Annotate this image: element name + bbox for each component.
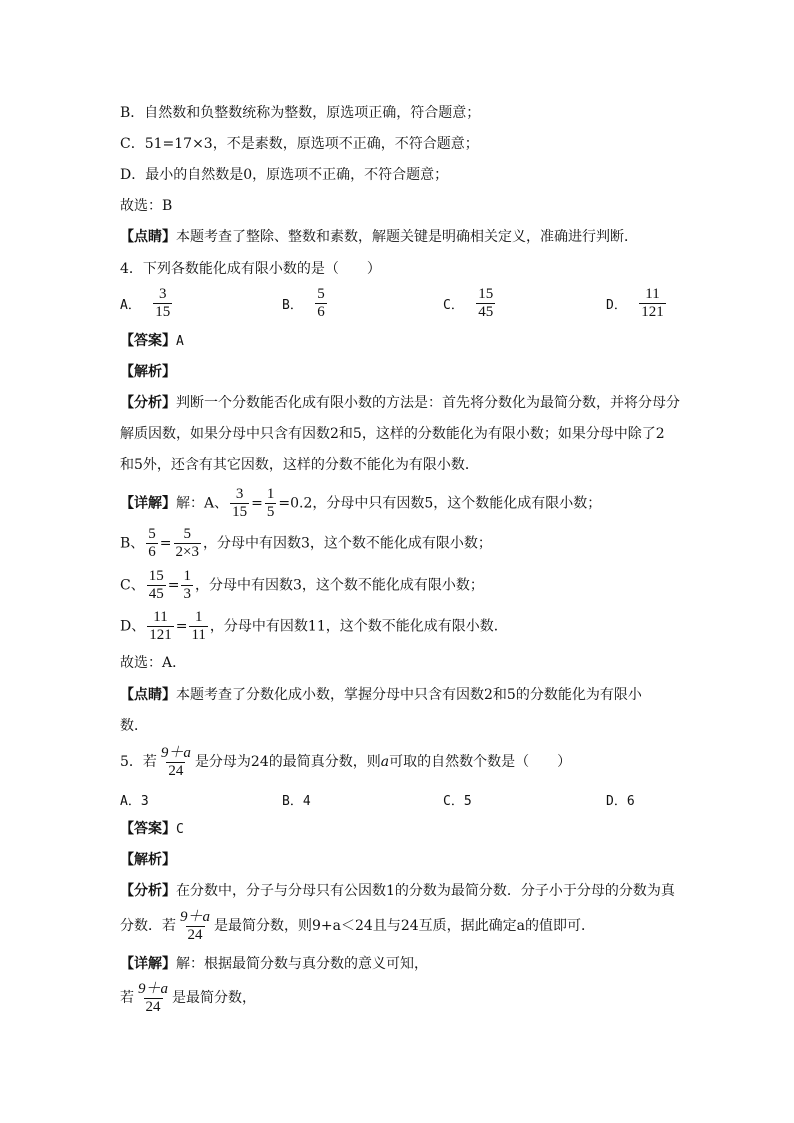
q5-stem: 5．若 $\frac{9+a}{24}$ 是分母为24的最简真分数，则a可取的自然数个数是（ ） xyxy=(120,744,572,779)
q5-fenxi-1: 【分析】在分数中，分子与分母只有公因数1的分数为最简分数．分子小于分母的分数为真 xyxy=(120,883,675,899)
fraction: $\frac{9+a}{24}$ xyxy=(160,744,191,779)
fraction: $\frac{1}{11}$ xyxy=(191,609,206,643)
fraction: $\frac{11}{121}$ xyxy=(149,609,172,643)
q3-choose: 故选：B xyxy=(120,198,173,214)
fraction: $\frac{1}{5}$ xyxy=(266,486,275,520)
fraction: $\frac{5}{2\times 3}$ xyxy=(175,526,199,560)
q5-fenxi-2: 分数．若 $\frac{9+a}{24}$ 是最简分数，则9+a＜24且与24互质，据此确定a的值即可． xyxy=(120,908,595,943)
q4-option-a: A． $\frac{3}{15}$ xyxy=(120,286,171,320)
q5-option-b: B．4 xyxy=(282,794,311,809)
q4-choose: 故选：A． xyxy=(120,655,187,671)
q5-option-a: A．3 xyxy=(120,794,149,809)
q4-xiangjie-b: B、 $\frac{5}{6}$ = $\frac{5}{2\times 3}$ ，分母中有因数3，这个数不能化成有限小数； xyxy=(120,526,492,560)
q5-option-c: C．5 xyxy=(443,794,472,809)
q4-xiangjie-d: D、 $\frac{11}{121}$ = $\frac{1}{11}$ ，分母中有因数11，这个数不能化成有限小数． xyxy=(120,609,508,643)
q4-xiangjie-c: C、 $\frac{15}{45}$ = $\frac{1}{3}$ ，分母中有因数3，这个数不能化成有限小数； xyxy=(120,568,484,602)
q4-fenxi-3: 和5外，还含有其它因数，这样的分数不能化为有限小数． xyxy=(120,457,479,473)
fraction: $\frac{9+a}{24}$ xyxy=(138,980,169,1015)
fraction: $\frac{5}{6}$ xyxy=(317,286,325,320)
q4-dianjing-2: 数． xyxy=(120,718,148,734)
q4-dianjing-1: 【点睛】本题考查了分数化成小数，掌握分母中只含有因数2和5的分数能化为有限小 xyxy=(120,687,642,703)
dianjing-text: 本题考查了整除、整数和素数，解题关键是明确相关定义，准确进行判断． xyxy=(176,229,638,245)
q5-xiangjie-2: 若 $\frac{9+a}{24}$ 是最简分数， xyxy=(120,980,257,1015)
q3-option-c-analysis: C．51=17×3，不是素数，原选项不正确，不符合题意； xyxy=(120,136,479,152)
q4-option-c: C． $\frac{15}{45}$ xyxy=(443,286,494,320)
q5-answer: 【答案】C xyxy=(120,821,184,837)
q4-option-b: B． $\frac{5}{6}$ xyxy=(282,286,325,320)
fraction: $\frac{15}{45}$ xyxy=(478,286,494,320)
q5-jiexi-tag: 【解析】 xyxy=(120,852,176,868)
q3-dianjing xyxy=(120,228,638,246)
q4-xiangjie-a: 【详解】解：A、 $\frac{3}{15}$ = $\frac{1}{5}$ =0.2，分母中只有因数5，这个数能化成有限小数； xyxy=(120,486,602,520)
fraction: $\frac{3}{15}$ xyxy=(232,486,248,520)
fraction: $\frac{9+a}{24}$ xyxy=(180,908,211,943)
fraction: $\frac{5}{6}$ xyxy=(148,526,156,560)
q3-option-b-analysis: B．自然数和负整数统称为整数，原选项正确，符合题意； xyxy=(120,105,481,121)
fraction: $\frac{3}{15}$ xyxy=(155,286,171,320)
q4-stem: 4．下列各数能化成有限小数的是（ ） xyxy=(120,261,381,277)
q4-fenxi-1: 【分析】判断一个分数能否化成有限小数的方法是：首先将分数化为最简分数，并将分母分 xyxy=(120,395,680,411)
q5-xiangjie-1: 【详解】解：根据最简分数与真分数的意义可知， xyxy=(120,956,428,972)
fraction: $\frac{11}{121}$ xyxy=(641,286,664,320)
fraction: $\frac{15}{45}$ xyxy=(148,568,164,602)
q5-option-d: D．6 xyxy=(606,794,635,809)
dianjing-tag: 【点睛】 xyxy=(120,229,176,245)
q4-option-d: D． $\frac{11}{121}$ xyxy=(606,286,664,320)
q4-fenxi-2: 解质因数，如果分母中只含有因数2和5，这样的分数能化为有限小数；如果分母中除了2 xyxy=(120,426,665,442)
q3-option-d-analysis: D．最小的自然数是0，原选项不正确，不符合题意； xyxy=(120,167,449,183)
q4-answer: 【答案】A xyxy=(120,333,184,349)
fraction: $\frac{1}{3}$ xyxy=(183,568,191,602)
q4-jiexi-tag: 【解析】 xyxy=(120,364,176,380)
